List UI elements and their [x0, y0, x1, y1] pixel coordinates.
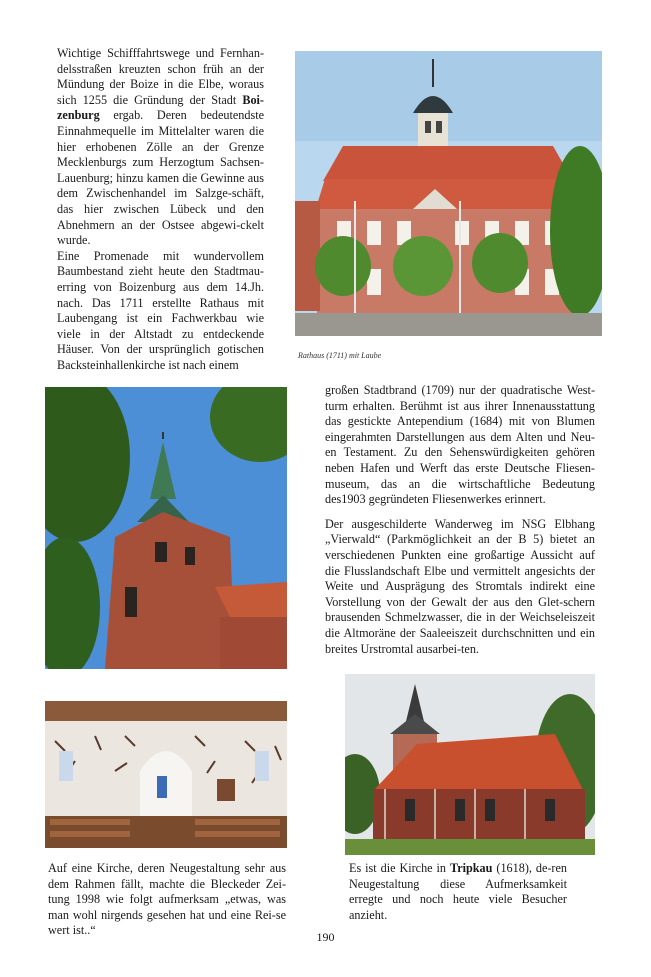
page-number: 190	[316, 930, 335, 944]
rathaus-caption: Rathaus (1711) mit Laube	[298, 351, 382, 360]
tripkau-church-photo	[345, 674, 595, 855]
church-tower-photo	[45, 387, 287, 669]
paragraph-stadtbrand: großen Stadtbrand (1709) nur der quadratische West-turm erhalten. Berühmt ist aus ihrer Innenausstattung das gestickte Antependium (1684) mit von Blumen eingerahmten Darstellungen aus dem Alten und Neu-en Testament. Zu den Sehenswürdigkeiten gehören neben Hafen und Werft das erste Deutsche Fliesen-museum, das an die wirtschaftliche Bedeutung des1903 gegründeten Fliesenwerkes erinnert.	[325, 383, 595, 507]
rathaus-photo	[295, 51, 602, 336]
paragraph-promenade: Eine Promenade mit wundervollem Baumbestand zieht heute den Stadtmau-erring von Boizenburg aus dem 14.Jh. nach. Das 1711 erstellte Rathaus mit Laubengang ist ein Fachwerkbau wie viele in der Altstadt zu entdeckende Häuser. Von der ursprünglich gotischen Backsteinhallenkirche ist nach einem	[57, 248, 264, 372]
intro-text-column	[57, 46, 264, 373]
church-interior-photo	[45, 701, 287, 848]
caption-bleckede: Auf eine Kirche, deren Neugestaltung sehr aus dem Rahmen fällt, machte die Bleckeder Zei-tung 1998 wie folgt aufmerksam „etwas, was man wohl nirgends gesehen hat und eine Rei-se wert ist..“	[48, 861, 286, 938]
place-name-boizenburg: Boi-zenburg	[57, 92, 264, 123]
place-name-tripkau: Tripkau	[449, 861, 493, 875]
paragraph-wanderweg: Der ausgeschilderte Wanderweg im NSG Elbhang „Vierwald“ (Parkmöglichkeit an der B 5) bietet an verschiedenen Punkten eine großartige Aussicht auf die Flusslandschaft Elbe und vermittelt angesichts der Weite und Ausprägung des Stromtals indirekt eine Vorstellung von der Gewalt der aus den Glet-schern brausenden Schmelzwasser, die in der Weichseleiszeit die Altmoräne der Saaleeiszeit durchschnitten und ein breites Urstromtal ausarbei-ten.	[325, 516, 595, 656]
paragraph-boizenburg-history: Wichtige Schifffahrtswege und Fernhan-delsstraßen kreuzten schon früh an der Mündung der Boize in die Elbe, woraus sich 1255 die Gründung der Stadt Boi-zenburg ergab. Deren bedeutendste Einnahmequelle im Mittelalter waren die hier erhobenen Zölle an der Grenze Mecklenburgs zum Herzogtum Sachsen-Lauenburg; hinzu kamen die Gewinne aus dem Zwischenhandel im Salzge-schäft, das hier zwischen Lübeck und den Abnehmern an der Ostsee abgewi-ckelt wurde.	[57, 46, 264, 248]
caption-tripkau: Es ist die Kirche in Tripkau (1618), de-ren Neugestaltung diese Aufmerksamkeit erregte und noch heute viele Besucher anzieht.	[349, 861, 567, 922]
middle-text-column	[325, 383, 595, 657]
